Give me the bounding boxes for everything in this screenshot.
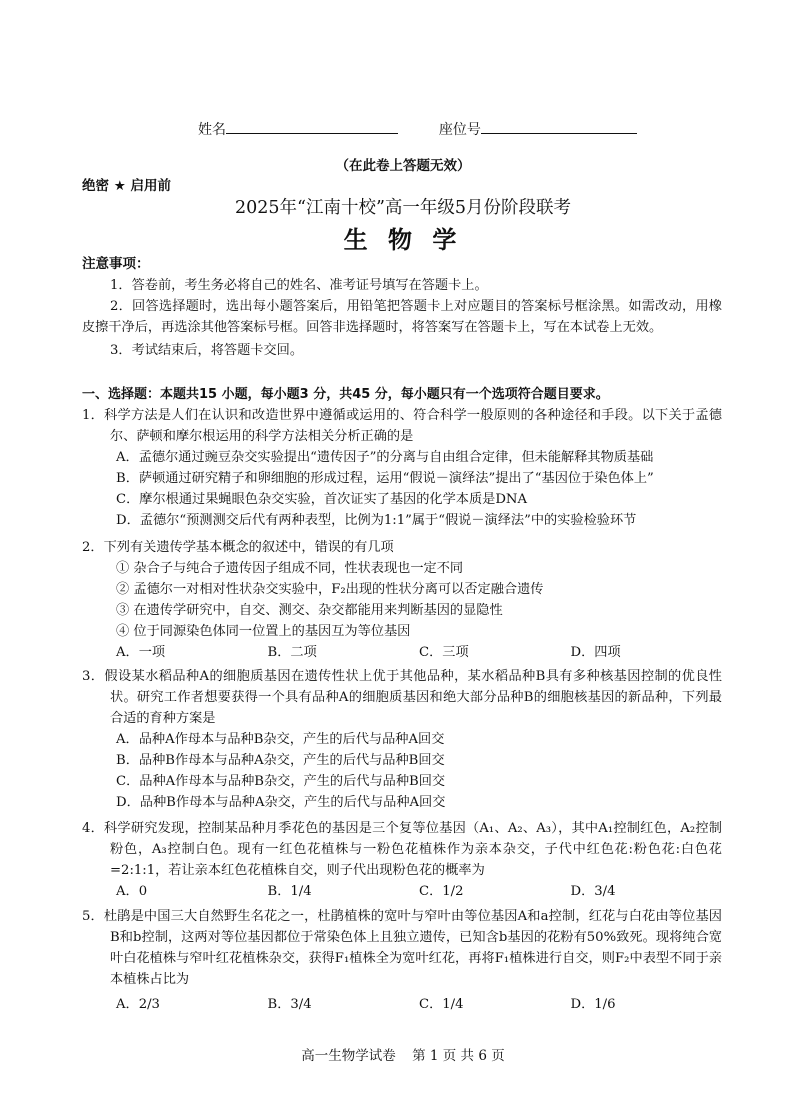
notes-heading: 注意事项：	[82, 256, 150, 272]
question-3	[82, 666, 722, 813]
statement-item: ③ 在遗传学研究中，自交、测交、杂交都能用来判断基因的显隐性	[116, 603, 503, 618]
statement-item: ① 杂合子与纯合子遗传因子组成不同，性状表现也一定不同	[116, 561, 464, 576]
option-b: B．品种B作母本与品种A杂交，产生的后代与品种B回交	[116, 753, 445, 768]
exam-title: 2025年“江南十校”高一年级5月份阶段联考	[234, 198, 572, 218]
option-c: C．1/2	[419, 884, 464, 899]
option-d: D．3/4	[570, 884, 616, 899]
options-row	[82, 881, 722, 902]
option-d: D．品种B作母本与品种A杂交，产生的后代与品种A回交	[116, 795, 446, 810]
question-stem: 4．科学研究发现，控制某品种月季花色的基因是三个复等位基因（A₁、A₂、A₃），其中A₁控制红色，A₂控制粉色，A₃控制白色。现有一红色花植株与一粉色花植株作为亲本杂交，子代中红色花:粉色花:白色花=2:1:1，若让亲本红色花植株自交，则子代出现粉色花的概率为	[82, 821, 722, 878]
option-b: B．3/4	[267, 997, 312, 1012]
question-5	[82, 906, 722, 1015]
options-row	[82, 994, 722, 1015]
note-item: 3．考试结束后，将答题卡交回。	[110, 343, 304, 358]
statement-item: ④ 位于同源染色体同一位置上的基因互为等位基因	[116, 624, 411, 639]
name-seat-row	[198, 117, 637, 141]
option-a: A．2/3	[116, 997, 160, 1012]
question-stem: 3．假设某水稻品种A的细胞质基因在遗传性状上优于其他品种，某水稻品种B具有多种核基因控制的优良性状。研究工作者想要获得一个具有品种A的细胞质基因和绝大部分品种B的细胞核基因的新品种，下列最合适的育种方案是	[82, 669, 722, 726]
option-c: C．三项	[419, 645, 469, 660]
option-a: A．一项	[116, 645, 166, 660]
option-a: A．孟德尔通过豌豆杂交实验提出“遗传因子”的分离与自由组合定律，但未能解释其物质基础	[116, 450, 654, 465]
option-d: D．四项	[570, 645, 621, 660]
statement-item: ② 孟德尔一对相对性状杂交实验中，F₂出现的性状分离可以否定融合遗传	[116, 582, 544, 597]
option-b: B．1/4	[267, 884, 312, 899]
option-a: A．品种A作母本与品种B杂交，产生的后代与品种A回交	[116, 732, 445, 747]
question-stem: 5．杜鹃是中国三大自然野生名花之一，杜鹃植株的宽叶与窄叶由等位基因A和a控制，红花与白花由等位基因B和b控制，这两对等位基因都位于常染色体上且独立遗传，已知含b基因的花粉有50%致死。现将纯合宽叶白花植株与窄叶红花植株杂交，获得F₁植株全为宽叶红花，再将F₁植株进行自交，则F₂中表型不同于亲本植株占比为	[82, 909, 722, 987]
option-a: A．0	[116, 884, 148, 899]
option-d: D．1/6	[570, 997, 616, 1012]
note-item: 1．答卷前，考生务必将自己的姓名、准考证号填写在答题卡上。	[110, 278, 488, 293]
question-4	[82, 818, 722, 902]
question-stem: 1．科学方法是人们在认识和改造世界中遵循或运用的、符合科学一般原则的各种途径和手段。以下关于孟德尔、萨顿和摩尔根运用的科学方法相关分析正确的是	[82, 408, 722, 444]
footer-page-number: 第 1 页 共 6 页	[412, 1048, 505, 1064]
option-c: C．1/4	[419, 997, 464, 1012]
options-row	[82, 642, 722, 663]
name-blank	[226, 117, 398, 134]
subject-title: 生 物 学	[343, 226, 463, 254]
question-1	[82, 405, 722, 531]
secret-mark: 绝密 ★ 启用前	[82, 178, 172, 194]
footer-course: 高一生物学试卷	[301, 1048, 396, 1064]
notes-list	[82, 275, 722, 361]
option-b: B．二项	[267, 645, 317, 660]
question-2	[82, 537, 722, 663]
seat-blank	[481, 117, 637, 134]
invalid-notice: （在此卷上答题无效）	[335, 158, 471, 174]
seat-label: 座位号	[438, 122, 481, 138]
option-c: C．品种A作母本与品种B杂交，产生的后代与品种B回交	[116, 774, 446, 789]
option-c: C．摩尔根通过果蝇眼色杂交实验，首次证实了基因的化学本质是DNA	[116, 492, 527, 507]
note-item: 2．回答选择题时，选出每小题答案后，用铅笔把答题卡上对应题目的答案标号框涂黑。如需改动，用橡皮擦干净后，再选涂其他答案标号框。回答非选择题时，将答案写在答题卡上，写在本试卷上无效。	[82, 299, 722, 335]
option-d: D．孟德尔“预测测交后代有两种表型，比例为1:1”属于“假说－演绎法”中的实验检验环节	[116, 513, 637, 528]
page-footer	[0, 1046, 806, 1067]
question-stem: 2．下列有关遗传学基本概念的叙述中，错误的有几项	[82, 540, 394, 555]
name-label: 姓名	[198, 122, 226, 138]
section-title: 一、选择题：本题共15 小题，每小题3 分，共45 分，每小题只有一个选项符合题目要求。	[82, 387, 609, 402]
option-b: B．萨顿通过研究精子和卵细胞的形成过程，运用“假说－演绎法”提出了“基因位于染色体上”	[116, 471, 654, 486]
